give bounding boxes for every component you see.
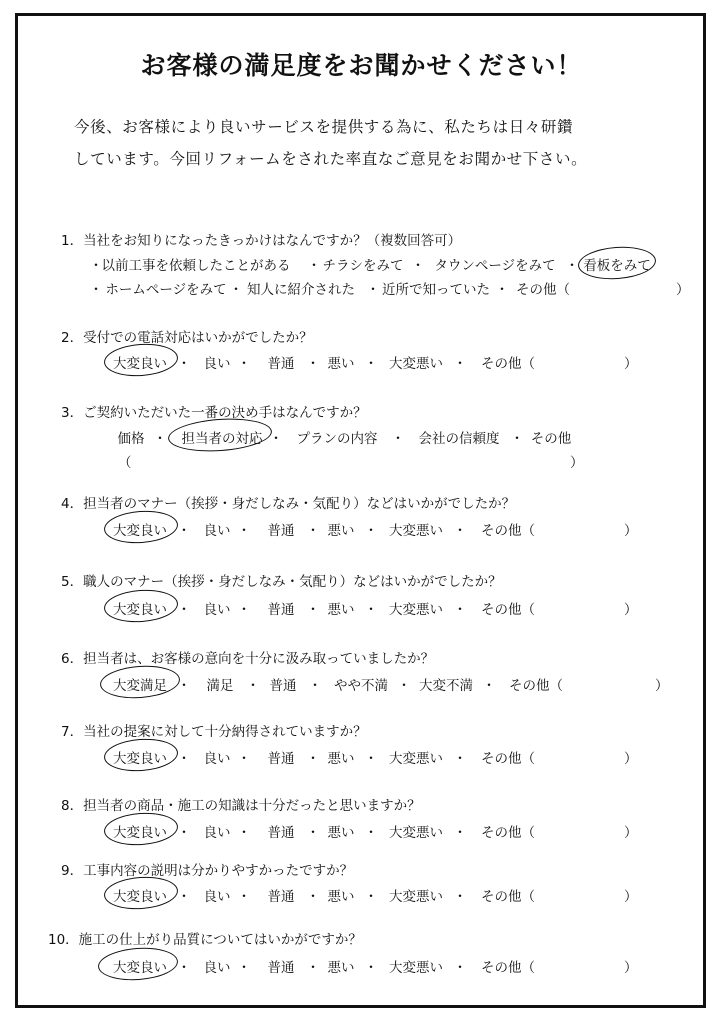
q8-option-other[interactable]: その他（ xyxy=(481,825,535,841)
separator: ・ xyxy=(308,678,322,694)
intro-line-2: しています。今回リフォームをされた率直なご意見をお聞かせ下さい。 xyxy=(74,150,588,168)
q5-option-very-bad[interactable]: 大変悪い xyxy=(389,602,443,618)
q7-option-very-good[interactable]: 大変良い xyxy=(113,751,167,767)
q6-option-very-dissatisfied[interactable]: 大変不満 xyxy=(419,678,473,694)
separator: ・ xyxy=(453,825,467,841)
q3-option-plan[interactable]: プランの内容 xyxy=(296,431,378,447)
q8-option-very-bad[interactable]: 大変悪い xyxy=(389,825,443,841)
q7-other-close: ） xyxy=(624,751,638,767)
q8-other-close: ） xyxy=(624,825,638,841)
question-9: 9．工事内容の説明は分かりやすかったですか？ xyxy=(61,863,354,879)
q4-option-very-good[interactable]: 大変良い xyxy=(113,523,167,539)
q6-other-close: ） xyxy=(655,678,669,694)
q10-option-other[interactable]: その他（ xyxy=(481,960,535,976)
question-7: 7．当社の提案に対して十分納得されていますか？ xyxy=(61,724,367,740)
q10-option-very-good[interactable]: 大変良い xyxy=(113,960,167,976)
q3-option-price[interactable]: 価格 xyxy=(117,431,145,447)
q9-option-good[interactable]: 良い xyxy=(203,889,231,905)
separator: ・ xyxy=(307,258,321,274)
separator: ・ xyxy=(306,960,320,976)
q2-option-average[interactable]: 普通 xyxy=(267,356,295,372)
separator: ・ xyxy=(306,356,320,372)
separator: ・ xyxy=(237,825,251,841)
separator: ・ xyxy=(364,889,378,905)
q8-option-bad[interactable]: 悪い xyxy=(327,825,355,841)
page-title: お客様の満足度をお聞かせください！ xyxy=(140,51,583,80)
q3-other-open: （ xyxy=(118,455,132,471)
separator: ・ xyxy=(237,523,251,539)
separator: ・ xyxy=(510,431,524,447)
q3-other-close: ） xyxy=(570,455,584,471)
separator: ・ xyxy=(237,356,251,372)
q9-option-very-good[interactable]: 大変良い xyxy=(113,889,167,905)
q1-option-previous-work[interactable]: 以前工事を依頼したことがある xyxy=(101,258,291,274)
separator: ・ xyxy=(237,602,251,618)
q8-option-good[interactable]: 良い xyxy=(203,825,231,841)
q10-option-bad[interactable]: 悪い xyxy=(327,960,355,976)
q2-option-very-good[interactable]: 大変良い xyxy=(113,356,167,372)
separator: ・ xyxy=(364,356,378,372)
separator: ・ xyxy=(153,431,167,447)
q6-option-somewhat-dissatisfied[interactable]: やや不満 xyxy=(334,678,388,694)
q7-option-average[interactable]: 普通 xyxy=(267,751,295,767)
separator: ・ xyxy=(453,602,467,618)
separator: ・ xyxy=(177,889,191,905)
separator: ・ xyxy=(482,678,496,694)
q5-option-very-good[interactable]: 大変良い xyxy=(113,602,167,618)
separator: ・ xyxy=(364,751,378,767)
q7-option-good[interactable]: 良い xyxy=(203,751,231,767)
question-10: 10．施工の仕上がり品質についてはいかがですか？ xyxy=(48,932,362,948)
separator: ・ xyxy=(269,431,283,447)
q1-option-referral[interactable]: 知人に紹介された xyxy=(247,282,355,298)
question-5: 5．職人のマナー（挨拶・身だしなみ・気配り）などはいかがでしたか？ xyxy=(61,574,502,590)
q8-option-very-good[interactable]: 大変良い xyxy=(113,825,167,841)
separator: ・ xyxy=(306,889,320,905)
q2-option-bad[interactable]: 悪い xyxy=(327,356,355,372)
question-8: 8．担当者の商品・施工の知識は十分だったと思いますか？ xyxy=(61,798,421,814)
q1-option-signboard[interactable]: 看板をみて xyxy=(583,258,651,274)
q2-option-very-bad[interactable]: 大変悪い xyxy=(389,356,443,372)
q1-option-other[interactable]: その他（ xyxy=(516,282,570,298)
separator: ・ xyxy=(565,258,579,274)
separator: ・ xyxy=(453,751,467,767)
separator: ・ xyxy=(453,889,467,905)
q10-option-good[interactable]: 良い xyxy=(203,960,231,976)
q3-option-reliability[interactable]: 会社の信頼度 xyxy=(418,431,500,447)
separator: ・ xyxy=(453,523,467,539)
q2-other-close: ） xyxy=(624,356,638,372)
q5-option-bad[interactable]: 悪い xyxy=(327,602,355,618)
separator: ・ xyxy=(246,678,260,694)
question-6: 6．担当者は、お客様の意向を十分に汲み取っていましたか？ xyxy=(61,651,435,667)
q4-option-other[interactable]: その他（ xyxy=(481,523,535,539)
q7-option-bad[interactable]: 悪い xyxy=(327,751,355,767)
q5-option-average[interactable]: 普通 xyxy=(267,602,295,618)
separator: ・ xyxy=(411,258,425,274)
separator: ・ xyxy=(177,678,191,694)
q4-option-very-bad[interactable]: 大変悪い xyxy=(389,523,443,539)
q1-option-nearby[interactable]: 近所で知っていた xyxy=(382,282,490,298)
separator: ・ xyxy=(366,282,380,298)
q5-option-good[interactable]: 良い xyxy=(203,602,231,618)
separator: ・ xyxy=(397,678,411,694)
separator: ・ xyxy=(229,282,243,298)
q9-other-close: ） xyxy=(624,889,638,905)
separator: ・ xyxy=(177,523,191,539)
q4-option-average[interactable]: 普通 xyxy=(267,523,295,539)
q10-other-close: ） xyxy=(624,960,638,976)
separator: ・ xyxy=(306,602,320,618)
q4-option-good[interactable]: 良い xyxy=(203,523,231,539)
intro-line-1: 今後、お客様により良いサービスを提供する為に、私たちは日々研鑽 xyxy=(74,118,574,136)
q7-option-very-bad[interactable]: 大変悪い xyxy=(389,751,443,767)
separator: ・ xyxy=(237,960,251,976)
q1-other-close: ） xyxy=(676,282,690,298)
q8-option-average[interactable]: 普通 xyxy=(267,825,295,841)
separator: ・ xyxy=(177,960,191,976)
q4-option-bad[interactable]: 悪い xyxy=(327,523,355,539)
separator: ・ xyxy=(177,751,191,767)
separator: ・ xyxy=(306,523,320,539)
q6-option-other[interactable]: その他（ xyxy=(509,678,563,694)
q1-option-townpage[interactable]: タウンページをみて xyxy=(434,258,556,274)
separator: ・ xyxy=(237,751,251,767)
q9-option-average[interactable]: 普通 xyxy=(267,889,295,905)
question-3: 3．ご契約いただいた一番の決め手はなんですか？ xyxy=(61,405,367,421)
q9-option-other[interactable]: その他（ xyxy=(481,889,535,905)
question-2: 2．受付での電話対応はいかがでしたか？ xyxy=(61,330,313,346)
q1-option-homepage[interactable]: ホームページをみて xyxy=(105,282,227,298)
q6-option-very-satisfied[interactable]: 大変満足 xyxy=(113,678,167,694)
q9-option-bad[interactable]: 悪い xyxy=(327,889,355,905)
separator: ・ xyxy=(306,751,320,767)
separator: ・ xyxy=(364,825,378,841)
separator: ・ xyxy=(237,889,251,905)
separator: ・ xyxy=(306,825,320,841)
q2-option-other[interactable]: その他（ xyxy=(481,356,535,372)
separator: ・ xyxy=(177,602,191,618)
q5-option-other[interactable]: その他（ xyxy=(481,602,535,618)
q4-other-close: ） xyxy=(624,523,638,539)
separator: ・ xyxy=(495,282,509,298)
separator: ・ xyxy=(364,523,378,539)
q6-option-average[interactable]: 普通 xyxy=(269,678,297,694)
separator: ・ xyxy=(89,282,103,298)
separator: ・ xyxy=(453,356,467,372)
q3-option-other[interactable]: その他 xyxy=(530,431,572,447)
separator: ・ xyxy=(391,431,405,447)
q2-option-good[interactable]: 良い xyxy=(203,356,231,372)
q5-other-close: ） xyxy=(624,602,638,618)
q10-option-very-bad[interactable]: 大変悪い xyxy=(389,960,443,976)
q10-option-average[interactable]: 普通 xyxy=(267,960,295,976)
q3-option-staff-response[interactable]: 担当者の対応 xyxy=(181,431,263,447)
q1-option-flyer[interactable]: チラシをみて xyxy=(322,258,404,274)
separator: ・ xyxy=(453,960,467,976)
question-4: 4．担当者のマナー（挨拶・身だしなみ・気配り）などはいかがでしたか？ xyxy=(61,496,516,512)
separator: ・ xyxy=(89,258,103,274)
separator: ・ xyxy=(364,602,378,618)
q7-option-other[interactable]: その他（ xyxy=(481,751,535,767)
separator: ・ xyxy=(177,825,191,841)
q6-option-satisfied[interactable]: 満足 xyxy=(206,678,234,694)
separator: ・ xyxy=(177,356,191,372)
question-1: 1．当社をお知りになったきっかけはなんですか？（複数回答可） xyxy=(61,233,462,249)
q9-option-very-bad[interactable]: 大変悪い xyxy=(389,889,443,905)
separator: ・ xyxy=(364,960,378,976)
